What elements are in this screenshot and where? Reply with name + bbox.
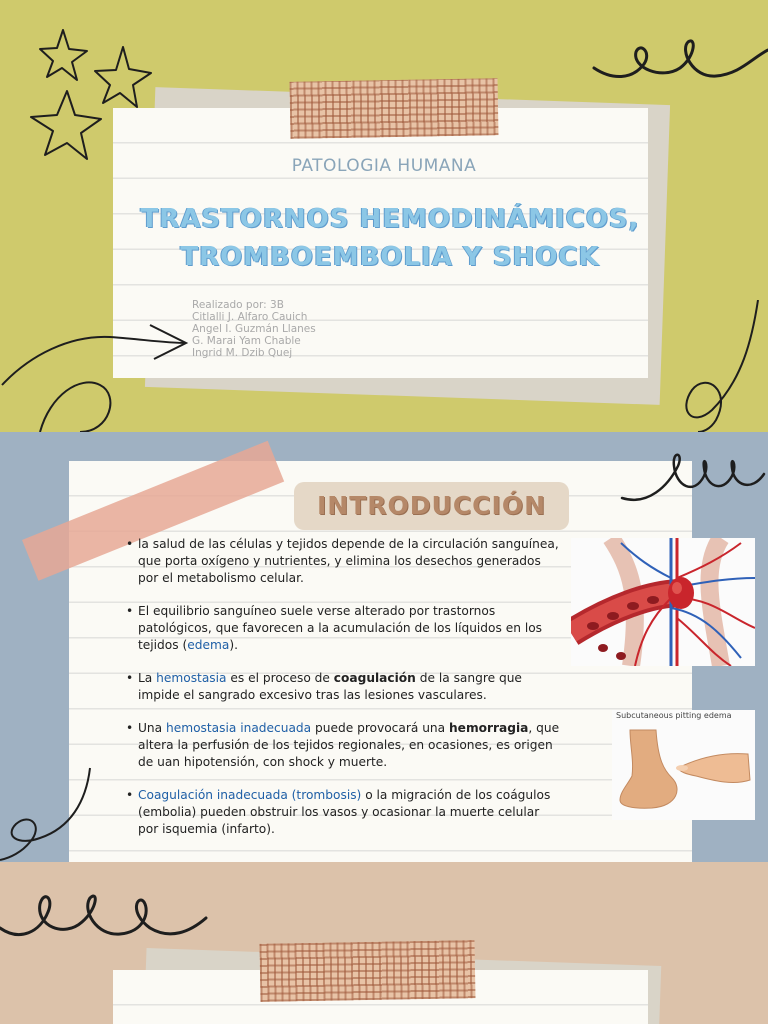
next-slide: [0, 862, 768, 1024]
arrow-icon: [0, 315, 200, 432]
tape-strip: [290, 78, 499, 139]
image-caption: Subcutaneous pitting edema: [616, 711, 732, 720]
loop-icon: [0, 762, 100, 862]
bullet-dot: •: [126, 537, 134, 551]
credit-line: Citlalli J. Alfaro Cauich: [192, 311, 308, 323]
stars-icon: [25, 25, 175, 175]
bullet-dot: •: [126, 604, 134, 618]
spiral-icon: [618, 446, 768, 510]
keyword: hemostasia: [156, 671, 227, 685]
credit-line: G. Marai Yam Chable: [192, 335, 301, 347]
course-subtitle: PATOLOGIA HUMANA: [291, 156, 477, 176]
bullet-dot: •: [126, 788, 134, 802]
title-line-1: TRASTORNOS HEMODINÁMICOS,: [140, 204, 640, 234]
tape-strip: [260, 940, 476, 1002]
list-item: • Coagulación inadecuada (trombosis) o la migración de los coágulos (embolia) pueden obstruir los vasos y ocasionar la muerte celular por isquemia (infarto).: [126, 788, 551, 836]
circulation-illustration: [571, 538, 755, 666]
list-item: • la salud de las células y tejidos depende de la circulación sanguínea, que porta oxígeno y nutrientes, y elimina los desechos generados por el metabolismo celular.: [126, 537, 559, 585]
bullet-dot: •: [126, 721, 134, 735]
keyword: Coagulación inadecuada (trombosis): [138, 788, 362, 802]
title-line-2: TROMBOEMBOLIA Y SHOCK: [180, 242, 600, 272]
keyword-bold: hemorragia: [449, 721, 529, 735]
keyword: edema: [187, 638, 230, 652]
list-item: • La hemostasia es el proceso de coagulación de la sangre que impide el sangrado excesivo tras las lesiones vasculares.: [126, 671, 522, 702]
credit-line: Angel I. Guzmán Llanes: [192, 323, 316, 335]
bullet-dot: •: [126, 671, 134, 685]
presentation-title: [110, 200, 670, 276]
list-item: • Una hemostasia inadecuada puede provocará una hemorragia, que altera la perfusión de los tejidos regionales, en ocasiones, es origen de uan hipotensión, con shock y muerte.: [126, 721, 560, 769]
credit-line: Realizado por: 3B: [192, 299, 284, 311]
squiggle-icon: [592, 28, 768, 88]
keyword-bold: coagulación: [333, 671, 416, 685]
title-slide: [0, 0, 768, 432]
loop-icon: [672, 300, 768, 432]
section-heading: INTRODUCCIÓN: [316, 491, 546, 520]
bullet-list: [122, 536, 562, 838]
keyword: hemostasia inadecuada: [166, 721, 312, 735]
squiggle-icon: [0, 882, 210, 952]
list-item: • El equilibrio sanguíneo suele verse alterado por trastornos patológicos, que favorecen a la acumulación de los líquidos en los tejidos (edema).: [126, 604, 543, 652]
edema-illustration: [612, 710, 755, 820]
author-credits: [192, 299, 316, 359]
credit-line: Ingrid M. Dzib Quej: [192, 347, 293, 359]
